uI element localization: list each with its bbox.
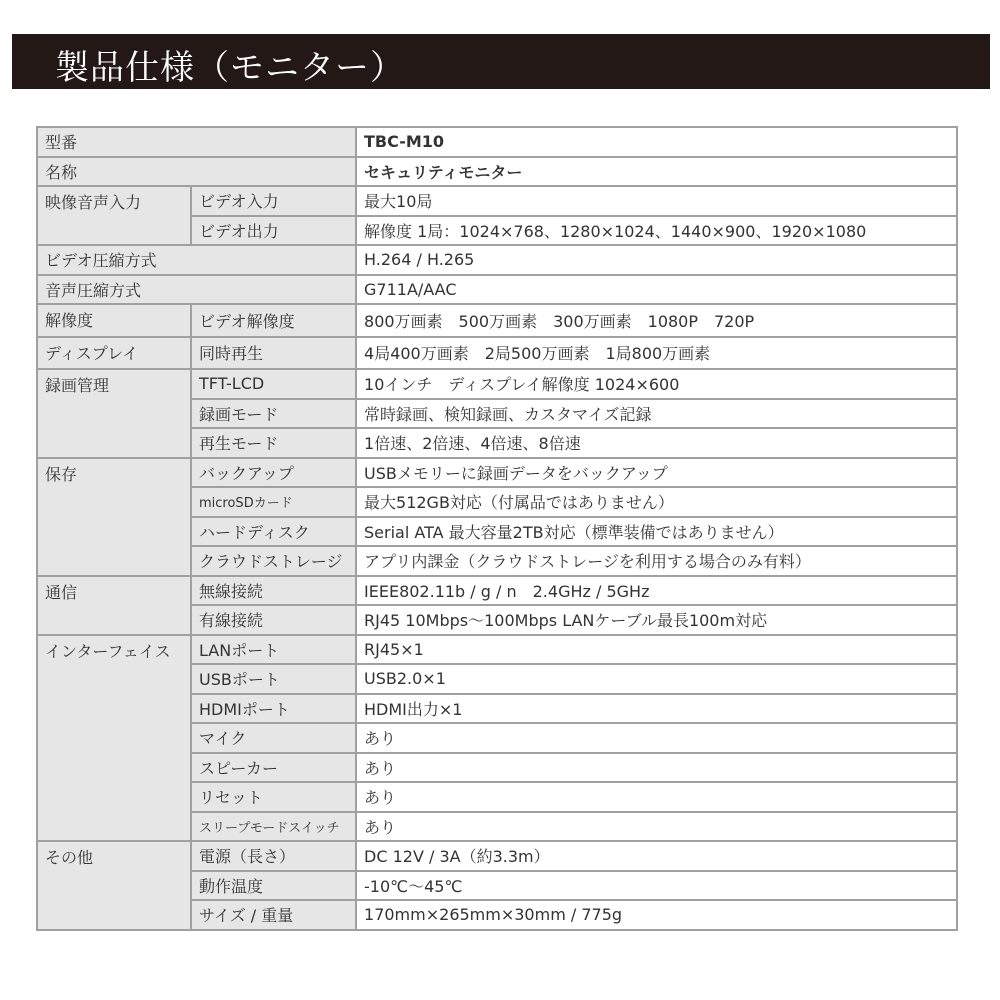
spec-label: リセット bbox=[191, 782, 356, 812]
spec-label: 再生モード bbox=[191, 428, 356, 458]
spec-label: ビデオ入力 bbox=[191, 186, 356, 216]
group-label: 映像音声入力 bbox=[37, 186, 191, 245]
table-row bbox=[37, 369, 957, 399]
group-label: ディスプレイ bbox=[37, 337, 191, 370]
spec-value: あり bbox=[356, 812, 957, 842]
table-row bbox=[37, 304, 957, 337]
group-label: その他 bbox=[37, 841, 191, 930]
spec-label: ビデオ出力 bbox=[191, 216, 356, 246]
spec-value: 最大10局 bbox=[356, 186, 957, 216]
group-label: 通信 bbox=[37, 576, 191, 635]
group-label: 音声圧縮方式 bbox=[37, 275, 356, 305]
spec-value: TBC-M10 bbox=[356, 127, 957, 157]
spec-label: USBポート bbox=[191, 664, 356, 694]
spec-value: 800万画素 500万画素 300万画素 1080P 720P bbox=[356, 304, 957, 337]
spec-label: クラウドストレージ bbox=[191, 546, 356, 576]
spec-table bbox=[36, 126, 958, 931]
spec-value: 常時録画、検知録画、カスタマイズ記録 bbox=[356, 399, 957, 429]
spec-label: TFT-LCD bbox=[191, 369, 356, 399]
spec-value: 最大512GB対応（付属品ではありません） bbox=[356, 487, 957, 517]
spec-label: スピーカー bbox=[191, 753, 356, 783]
table-row bbox=[37, 458, 957, 488]
group-label: インターフェイス bbox=[37, 635, 191, 842]
spec-label: マイク bbox=[191, 723, 356, 753]
table-row bbox=[37, 245, 957, 275]
table-row bbox=[37, 275, 957, 305]
table-row bbox=[37, 635, 957, 665]
page-title: 製品仕様（モニター） bbox=[55, 48, 405, 88]
table-row bbox=[37, 157, 957, 187]
spec-value: H.264 / H.265 bbox=[356, 245, 957, 275]
spec-value: RJ45×1 bbox=[356, 635, 957, 665]
group-label: 型番 bbox=[37, 127, 356, 157]
spec-label: 無線接続 bbox=[191, 576, 356, 606]
spec-value: RJ45 10Mbps～100Mbps LANケーブル最長100m対応 bbox=[356, 605, 957, 635]
spec-value: USB2.0×1 bbox=[356, 664, 957, 694]
spec-value: -10℃～45℃ bbox=[356, 871, 957, 901]
table-row bbox=[37, 841, 957, 871]
table-row bbox=[37, 186, 957, 216]
spec-label: microSDカード bbox=[191, 487, 356, 517]
spec-label: 同時再生 bbox=[191, 337, 356, 370]
spec-value: あり bbox=[356, 782, 957, 812]
group-label: ビデオ圧縮方式 bbox=[37, 245, 356, 275]
spec-label: HDMIポート bbox=[191, 694, 356, 724]
spec-label: LANポート bbox=[191, 635, 356, 665]
table-row bbox=[37, 337, 957, 370]
spec-value: G711A/AAC bbox=[356, 275, 957, 305]
spec-label: 動作温度 bbox=[191, 871, 356, 901]
spec-value: 10インチ ディスプレイ解像度 1024×600 bbox=[356, 369, 957, 399]
spec-value: 解像度 1局：1024×768、1280×1024、1440×900、1920×1080 bbox=[356, 216, 957, 246]
spec-value: USBメモリーに録画データをバックアップ bbox=[356, 458, 957, 488]
spec-label: 有線接続 bbox=[191, 605, 356, 635]
spec-value: あり bbox=[356, 723, 957, 753]
group-label: 名称 bbox=[37, 157, 356, 187]
spec-label: バックアップ bbox=[191, 458, 356, 488]
spec-value: HDMI出力×1 bbox=[356, 694, 957, 724]
spec-label: サイズ / 重量 bbox=[191, 900, 356, 930]
title-bar bbox=[12, 34, 990, 89]
table-row bbox=[37, 576, 957, 606]
group-label: 解像度 bbox=[37, 304, 191, 337]
group-label: 保存 bbox=[37, 458, 191, 576]
spec-label: ビデオ解像度 bbox=[191, 304, 356, 337]
spec-value: Serial ATA 最大容量2TB対応（標準装備ではありません） bbox=[356, 517, 957, 547]
spec-value: 1倍速、2倍速、4倍速、8倍速 bbox=[356, 428, 957, 458]
spec-label: 電源（長さ） bbox=[191, 841, 356, 871]
spec-value: 4局400万画素 2局500万画素 1局800万画素 bbox=[356, 337, 957, 370]
spec-label: ハードディスク bbox=[191, 517, 356, 547]
spec-value: IEEE802.11b / g / n 2.4GHz / 5GHz bbox=[356, 576, 957, 606]
table-row bbox=[37, 127, 957, 157]
spec-value: あり bbox=[356, 753, 957, 783]
spec-value: セキュリティモニター bbox=[356, 157, 957, 187]
spec-value: アプリ内課金（クラウドストレージを利用する場合のみ有料） bbox=[356, 546, 957, 576]
spec-value: 170mm×265mm×30mm / 775g bbox=[356, 900, 957, 930]
group-label: 録画管理 bbox=[37, 369, 191, 458]
spec-label: 録画モード bbox=[191, 399, 356, 429]
spec-value: DC 12V / 3A（約3.3m） bbox=[356, 841, 957, 871]
spec-label: スリープモードスイッチ bbox=[191, 812, 356, 842]
